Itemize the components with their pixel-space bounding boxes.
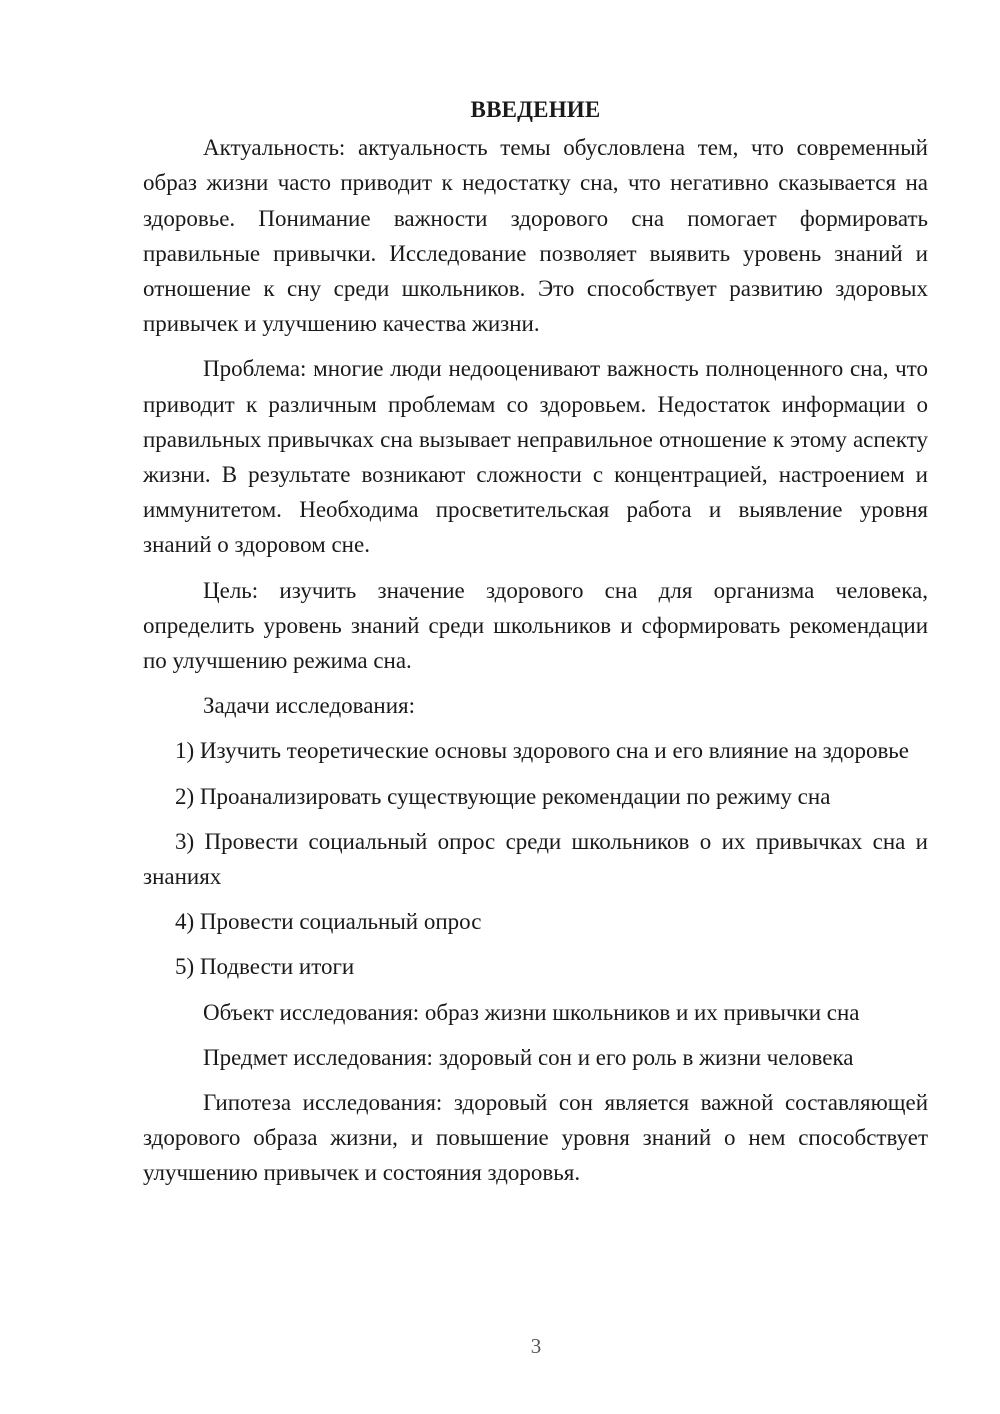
paragraph-relevance: Актуальность: актуальность темы обусловлена тем, что современный образ жизни часто приводит к недостатку сна, что негативно сказывается на здоровье. Понимание важности здорового сна помогает формировать правильные привычки. Исследование позволяет выявить уровень знаний и отношение к сну среди школьников. Это способствует развитию здоровых привычек и улучшению качества жизни.: [143, 135, 928, 337]
paragraph-problem: Проблема: многие люди недооценивают важность полноценного сна, что приводит к различным проблемам со здоровьем. Недостаток информации о правильных привычках сна вызывает неправильное отношение к этому аспекту жизни. В результате возникают сложности с концентрацией, настроением и иммунитетом. Необходима просветительская работа и выявление уровня знаний о здоровом сне.: [143, 356, 928, 558]
task-item-4: 4) Провести социальный опрос: [175, 909, 482, 935]
document-body: [143, 92, 928, 1191]
paragraph-goal: Цель: изучить значение здорового сна для организма человека, определить уровень знаний среди школьников и сформировать рекомендации по улучшению режима сна.: [143, 577, 928, 674]
paragraph-hypothesis: Гипотеза исследования: здоровый сон является важной составляющей здорового образа жизни, и повышение уровня знаний о нем способствует улучшению привычек и состояния здоровья.: [143, 1090, 928, 1186]
paragraph-tasks-heading: Задачи исследования:: [203, 693, 416, 719]
task-item-1: 1) Изучить теоретические основы здорового сна и его влияние на здоровье: [175, 738, 910, 764]
task-item-2: 2) Проанализировать существующие рекомендации по режиму сна: [175, 783, 831, 809]
paragraph-object: Объект исследования: образ жизни школьников и их привычки сна: [203, 999, 860, 1025]
task-item-3: 3) Провести социальный опрос среди школьников о их привычках сна и знаниях: [143, 828, 928, 890]
page-number: 3: [530, 1334, 542, 1358]
task-item-5: 5) Подвести итоги: [175, 954, 355, 980]
paragraph-subject: Предмет исследования: здоровый сон и его роль в жизни человека: [203, 1044, 854, 1070]
section-title: ВВЕДЕНИЕ: [470, 97, 601, 122]
